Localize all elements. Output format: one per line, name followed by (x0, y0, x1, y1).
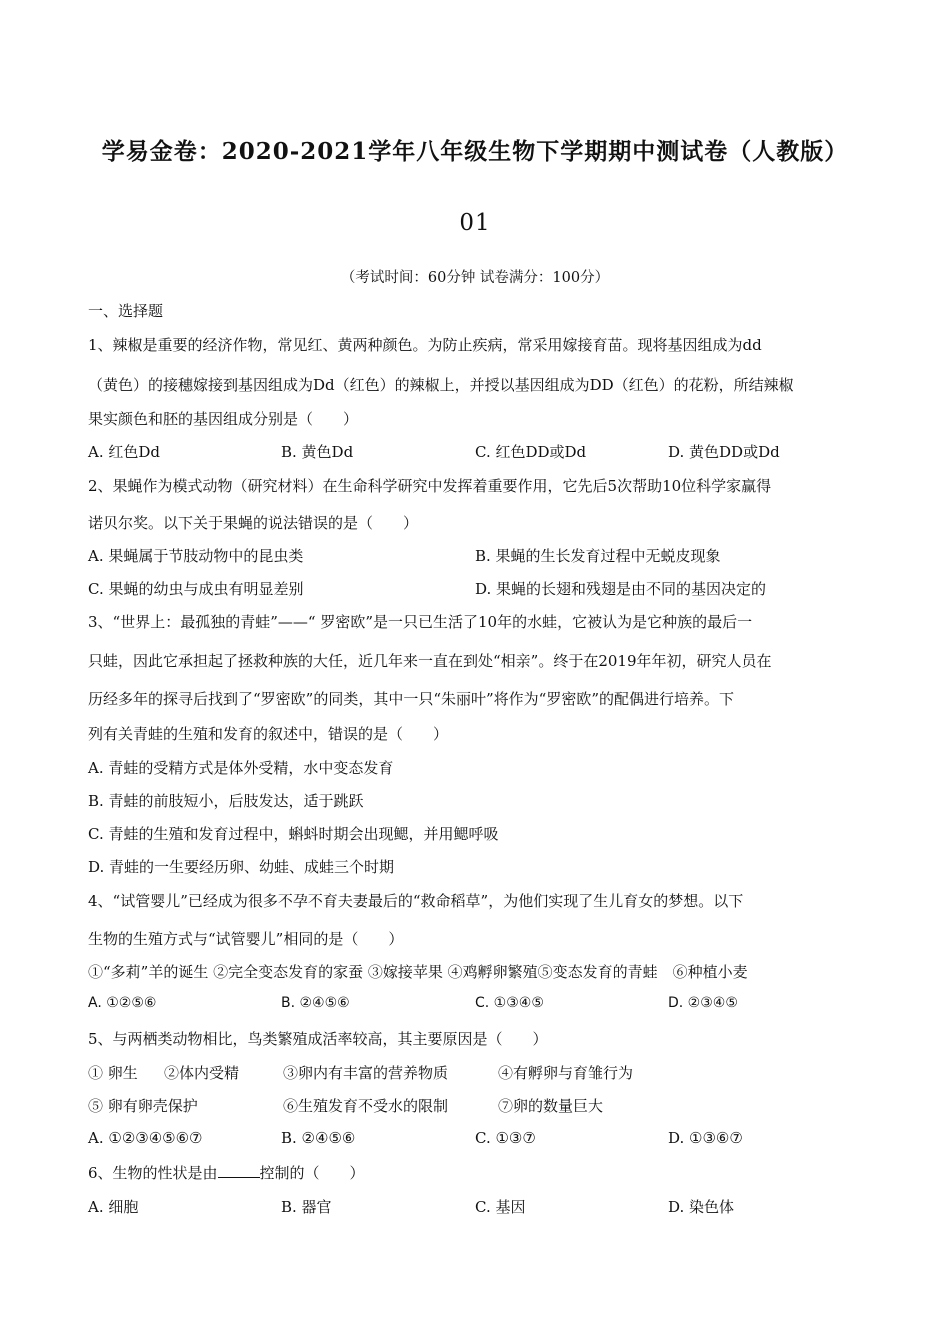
q5-item-1: ① 卵生 (88, 1064, 138, 1082)
q1-option-b: B. 黄色Dd (281, 443, 354, 461)
q5-item-4: ④有孵卵与育雏行为 (498, 1064, 634, 1082)
q3-stem-line1: 3、“世界上：最孤独的青蛙”——“ 罗密欧”是一只已生活了10年的水蛙，它被认为是它种族的最后一 (88, 613, 753, 631)
q1-stem-line1: 1、辣椒是重要的经济作物，常见红、黄两种颜色。为防止疾病，常采用嫁接育苗。现将基因组成为dd (88, 336, 762, 354)
q3-option-d: D. 青蛙的一生要经历卵、幼蛙、成蛙三个时期 (88, 858, 395, 876)
q3-stem-line2: 只蛙，因此它承担起了拯救种族的大任，近几年来一直在到处“相亲”。终于在2019年年初，研究人员在 (88, 652, 772, 670)
section-heading: 一、选择题 (88, 302, 164, 320)
q2-stem-line2: 诺贝尔奖。以下关于果蝇的说法错误的是（ ） (88, 514, 419, 532)
q1-option-d: D. 黄色DD或Dd (668, 443, 780, 461)
q3-option-a: A. 青蛙的受精方式是体外受精，水中变态发育 (88, 759, 394, 777)
q1-stem-line2: （黄色）的接穗嫁接到基因组成为Dd（红色）的辣椒上，并授以基因组成为DD（红色）的花粉，所结辣椒 (88, 376, 794, 394)
q5-option-b: B. ②④⑤⑥ (281, 1129, 356, 1147)
q1-option-a: A. 红色Dd (88, 443, 160, 461)
q1-option-c: C. 红色DD或Dd (475, 443, 587, 461)
q6-option-b: B. 器官 (281, 1198, 332, 1216)
q5-stem: 5、与两栖类动物相比，鸟类繁殖成活率较高，其主要原因是（ ） (88, 1030, 548, 1048)
q6-stem-after: 控制的（ ） (259, 1164, 365, 1182)
q1-stem-line3: 果实颜色和胚的基因组成分别是（ ） (88, 410, 359, 428)
q2-option-c: C. 果蝇的幼虫与成虫有明显差别 (88, 580, 304, 598)
q4-option-d: D. ②③④⑤ (668, 995, 738, 1011)
q2-stem-line1: 2、果蝇作为模式动物（研究材料）在生命科学研究中发挥着重要作用，它先后5次帮助10位科学家赢得 (88, 477, 772, 495)
q2-option-b: B. 果蝇的生长发育过程中无蜕皮现象 (475, 547, 721, 565)
q5-item-7: ⑦卵的数量巨大 (498, 1097, 604, 1115)
q4-stem-line1: 4、“试管婴儿”已经成为很多不孕不育夫妻最后的“救命稻草”，为他们实现了生儿育女的梦想。以下 (88, 892, 744, 910)
q6-fill-blank (218, 1163, 260, 1178)
q6-option-c: C. 基因 (475, 1198, 526, 1216)
q6-option-a: A. 细胞 (88, 1198, 139, 1216)
q3-stem-line3: 历经多年的探寻后找到了“罗密欧”的同类，其中一只“朱丽叶”将作为“罗密欧”的配偶进行培养。下 (88, 690, 735, 708)
q6-stem-before: 6、生物的性状是由 (88, 1164, 218, 1182)
q4-option-b: B. ②④⑤⑥ (281, 995, 350, 1011)
exam-info: （考试时间：60分钟 试卷满分：100分） (340, 270, 610, 286)
q4-option-c: C. ①③④⑤ (475, 995, 544, 1011)
q3-option-b: B. 青蛙的前肢短小，后肢发达，适于跳跃 (88, 792, 364, 810)
q3-stem-line4: 列有关青蛙的生殖和发育的叙述中，错误的是（ ） (88, 725, 449, 743)
q4-items: ①“多莉”羊的诞生 ②完全变态发育的家蚕 ③嫁接苹果 ④鸡孵卵繁殖⑤变态发育的青蛙 ⑥种植小麦 (88, 963, 748, 981)
exam-title-number: 01 (459, 210, 491, 236)
q5-option-a: A. ①②③④⑤⑥⑦ (88, 1129, 203, 1147)
q5-item-3: ③卵内有丰富的营养物质 (283, 1064, 449, 1082)
q2-option-a: A. 果蝇属于节肢动物中的昆虫类 (88, 547, 304, 565)
q2-option-d: D. 果蝇的长翅和残翅是由不同的基因决定的 (475, 580, 767, 598)
q4-stem-line2: 生物的生殖方式与“试管婴儿”相同的是（ ） (88, 930, 404, 948)
q5-item-6: ⑥生殖发育不受水的限制 (283, 1097, 449, 1115)
q6-option-d: D. 染色体 (668, 1198, 735, 1216)
q5-option-d: D. ①③⑥⑦ (668, 1129, 743, 1147)
q6-stem (88, 1162, 365, 1183)
q5-item-2: ②体内受精 (164, 1064, 240, 1082)
q4-option-a: A. ①②⑤⑥ (88, 995, 157, 1011)
exam-title: 学易金卷：2020-2021学年八年级生物下学期期中测试卷（人教版） (101, 138, 849, 165)
q5-item-5: ⑤ 卵有卵壳保护 (88, 1097, 198, 1115)
q3-option-c: C. 青蛙的生殖和发育过程中，蝌蚪时期会出现鳃，并用鳃呼吸 (88, 825, 499, 843)
q5-option-c: C. ①③⑦ (475, 1129, 536, 1147)
